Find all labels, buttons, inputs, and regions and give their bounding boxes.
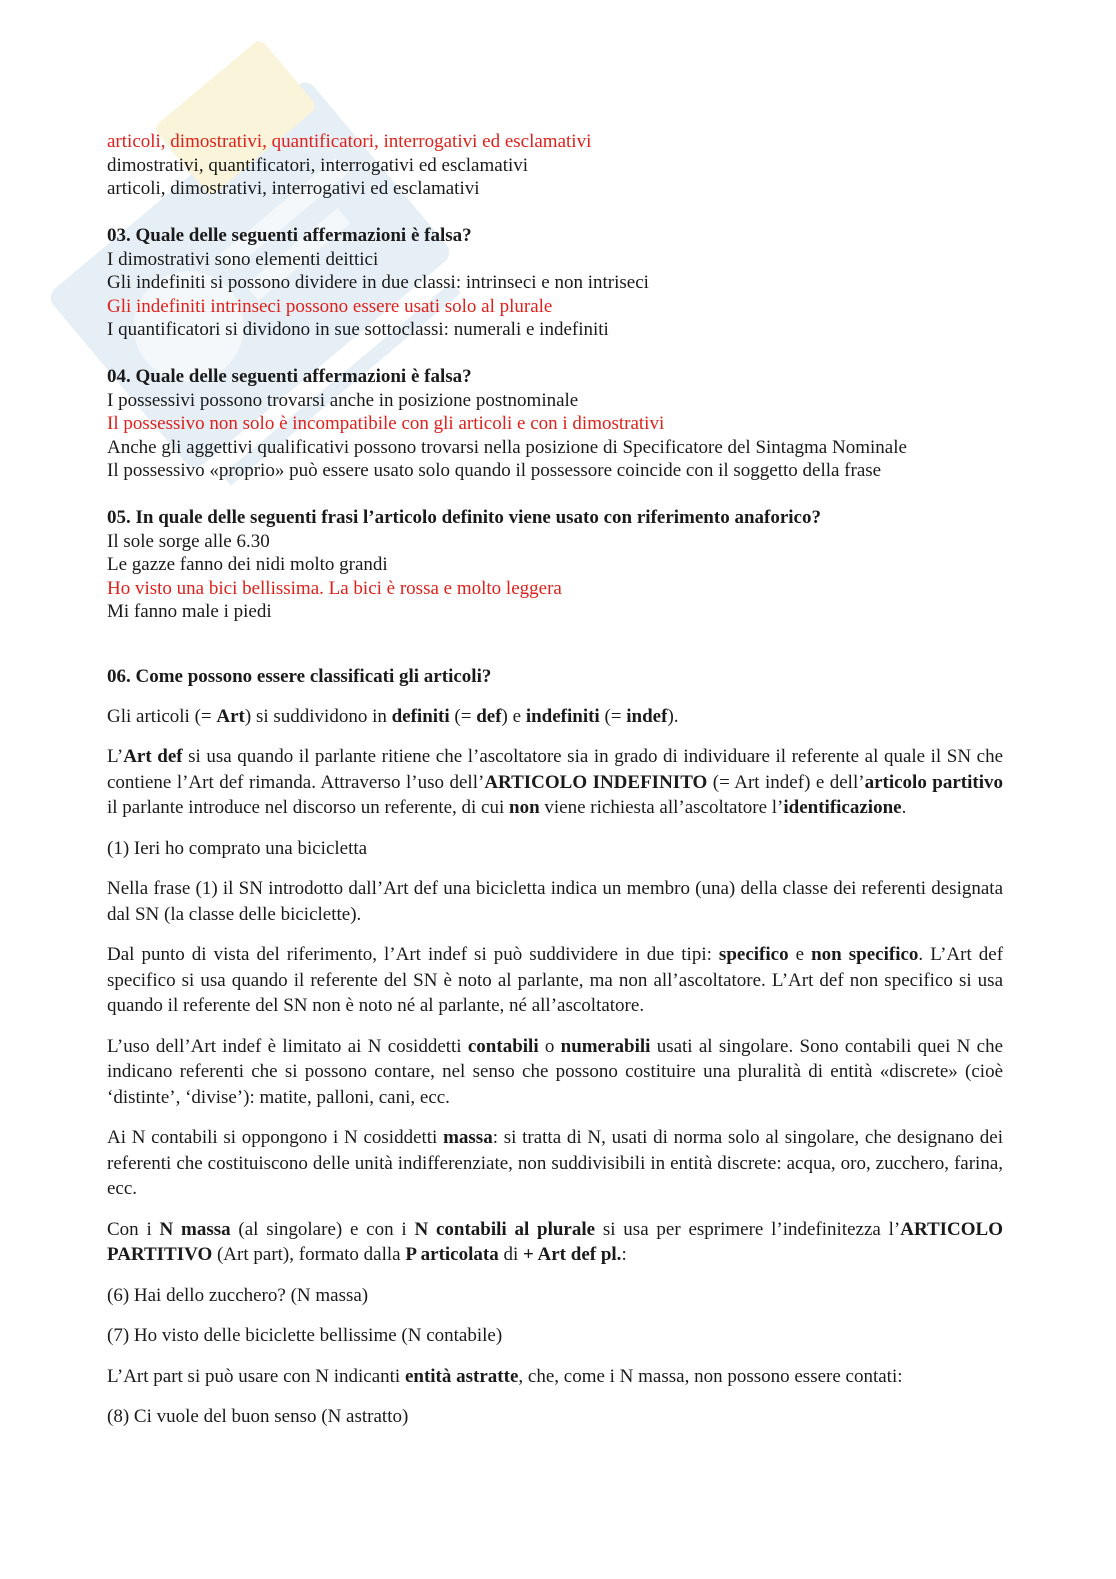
text-run: . L’Art def specifico si usa quando il referente del SN è noto al parlante, ma non all’ascoltatore. L’Art def non specifico si usa quando il referente del SN non è noto né al parlante, né all’ascoltatore.: [107, 944, 1004, 1016]
q06-paragraph: [107, 1364, 1003, 1390]
document-page: [107, 130, 1003, 1445]
bold-term: numerabili: [560, 1035, 651, 1057]
bold-term: indefiniti: [525, 705, 600, 727]
q05-option-correct: Ho visto una bici bellissima. La bici è rossa e molto leggera: [107, 577, 562, 599]
bold-term: entità astratte: [404, 1365, 519, 1387]
q05-option: Mi fanno male i piedi: [107, 601, 272, 622]
q03-option-correct: Gli indefiniti intrinseci possono essere usati solo al plurale: [107, 295, 553, 317]
q04-title: 04. Quale delle seguenti affermazioni è falsa?: [107, 366, 472, 387]
bold-term: indef: [626, 705, 668, 727]
text-run: e: [788, 944, 812, 965]
question-05: [107, 506, 1003, 624]
question-03: [107, 224, 1003, 342]
text-run: o: [538, 1035, 561, 1057]
bold-term: + Art def pl.: [523, 1244, 622, 1265]
text-run: ) e: [501, 705, 526, 727]
question-06: [107, 664, 1003, 1430]
text-run: L’: [107, 746, 124, 767]
bold-term: ARTICOLO INDEFINITO: [484, 771, 708, 793]
text-run: (Art part), formato dalla: [212, 1244, 406, 1265]
bold-term: Art def: [123, 746, 183, 767]
text-run: il parlante introduce nel discorso un referente, di cui: [107, 797, 510, 818]
text-run: :: [621, 1244, 627, 1265]
text-run: ).: [667, 705, 679, 727]
bold-term: N contabili al plurale: [414, 1218, 596, 1240]
q06-paragraph: [107, 1034, 1003, 1111]
q02-option: dimostrativi, quantificatori, interrogativi ed esclamativi: [107, 154, 529, 176]
q05-option: Le gazze fanno dei nidi molto grandi: [107, 554, 388, 575]
q06-example: (8) Ci vuole del buon senso (N astratto): [107, 1406, 409, 1427]
text-run: L’uso dell’Art indef è limitato ai N cosiddetti: [107, 1035, 468, 1057]
q02-option: articoli, dimostrativi, interrogativi ed esclamativi: [107, 178, 480, 199]
bold-term: N massa: [159, 1218, 231, 1240]
text-run: viene richiesta all’ascoltatore l’: [539, 797, 784, 818]
q04-option: I possessivi possono trovarsi anche in posizione postnominale: [107, 389, 579, 411]
q03-title: 03. Quale delle seguenti affermazioni è falsa?: [107, 225, 472, 246]
bold-term: definiti: [391, 705, 450, 727]
text-run: si usa per esprimere l’indefinitezza l’: [595, 1218, 901, 1240]
text-run: Gli articoli (=: [107, 705, 217, 727]
bold-term: articolo partitivo: [864, 771, 1004, 793]
q04-option: Il possessivo «proprio» può essere usato solo quando il possessore coincide con il soggetto della frase: [107, 460, 882, 481]
bold-term: P articolata: [405, 1244, 499, 1265]
text-run: .: [901, 797, 907, 818]
q05-option: Il sole sorge alle 6.30: [107, 530, 270, 552]
text-run: ) si suddividono in: [244, 705, 392, 727]
text-run: usati al singolare. Sono contabili quei N che indicano referenti che si possono contare, nel senso che possono costituire una pluralità di entità «discrete» (cioè ‘distinte’, ‘divise’): matite, palloni, cani, ecc.: [107, 1035, 1003, 1108]
text-run: (=: [599, 705, 627, 727]
question-04: [107, 365, 1003, 483]
bold-term: ARTICOLO PARTITIVO: [107, 1218, 1004, 1265]
q06-paragraph: [107, 1217, 1003, 1268]
bold-term: non: [509, 797, 540, 818]
text-run: , che, come i N massa, non possono essere contati:: [518, 1365, 903, 1387]
bold-term: massa: [443, 1127, 493, 1148]
bold-term: specifico: [718, 944, 789, 965]
text-run: Con i: [107, 1218, 160, 1240]
text-run: (=: [449, 705, 477, 727]
text-run: Ai N contabili si oppongono i N cosiddetti: [107, 1127, 444, 1148]
bold-term: non specifico: [811, 944, 919, 965]
q06-paragraph: [107, 704, 1003, 730]
q06-paragraph: Nella frase (1) il SN introdotto dall’Art def una bicicletta indica un membro (una) della classe dei referenti designata dal SN (la classe delle biciclette).: [107, 878, 1003, 925]
q04-option: Anche gli aggettivi qualificativi possono trovarsi nella posizione di Specificatore del Sintagma Nominale: [107, 436, 907, 458]
q06-title: 06. Come possono essere classificati gli articoli?: [107, 665, 492, 687]
q02-option-correct: articoli, dimostrativi, quantificatori, interrogativi ed esclamativi: [107, 131, 592, 152]
text-run: L’Art part si può usare con N indicanti: [107, 1365, 405, 1387]
text-run: Dal punto di vista del riferimento, l’Art indef si può suddividere in due tipi:: [107, 944, 719, 965]
text-run: (= Art indef) e dell’: [707, 771, 865, 793]
text-run: (al singolare) e con i: [230, 1218, 415, 1240]
q05-title: 05. In quale delle seguenti frasi l’articolo definito viene usato con riferimento anaforico?: [107, 507, 821, 528]
q06-example: (7) Ho visto delle biciclette bellissime (N contabile): [107, 1325, 503, 1346]
q06-example: (1) Ieri ho comprato una bicicletta: [107, 837, 368, 859]
question-02: [107, 130, 1003, 201]
bold-term: contabili: [467, 1035, 539, 1057]
q06-paragraph: [107, 744, 1003, 821]
bold-term: Art: [216, 705, 245, 727]
q03-option: I dimostrativi sono elementi deittici: [107, 248, 379, 270]
q04-option-correct: Il possessivo non solo è incompatibile con gli articoli e con i dimostrativi: [107, 413, 665, 434]
bold-term: def: [476, 705, 502, 727]
text-run: di: [498, 1244, 523, 1265]
text-run: si usa quando il parlante ritiene che l’ascoltatore sia in grado di individuare il referente al quale il SN che contiene l’Art def rimanda. Attraverso l’uso dell’: [107, 746, 1004, 793]
q03-option: I quantificatori si dividono in sue sottoclassi: numerali e indefiniti: [107, 319, 609, 340]
q06-example: (6) Hai dello zucchero? (N massa): [107, 1284, 369, 1306]
text-run: : si tratta di N, usati di norma solo al singolare, che designano dei referenti che costituiscono delle unità indifferenziate, non suddivisibili in entità discrete: acqua, oro, zucchero, farina, ecc.: [107, 1127, 1003, 1199]
bold-term: identificazione: [783, 797, 902, 818]
q06-paragraph: [107, 1125, 1003, 1202]
q03-option: Gli indefiniti si possono dividere in due classi: intrinseci e non intriseci: [107, 272, 649, 293]
q06-paragraph: [107, 942, 1003, 1019]
